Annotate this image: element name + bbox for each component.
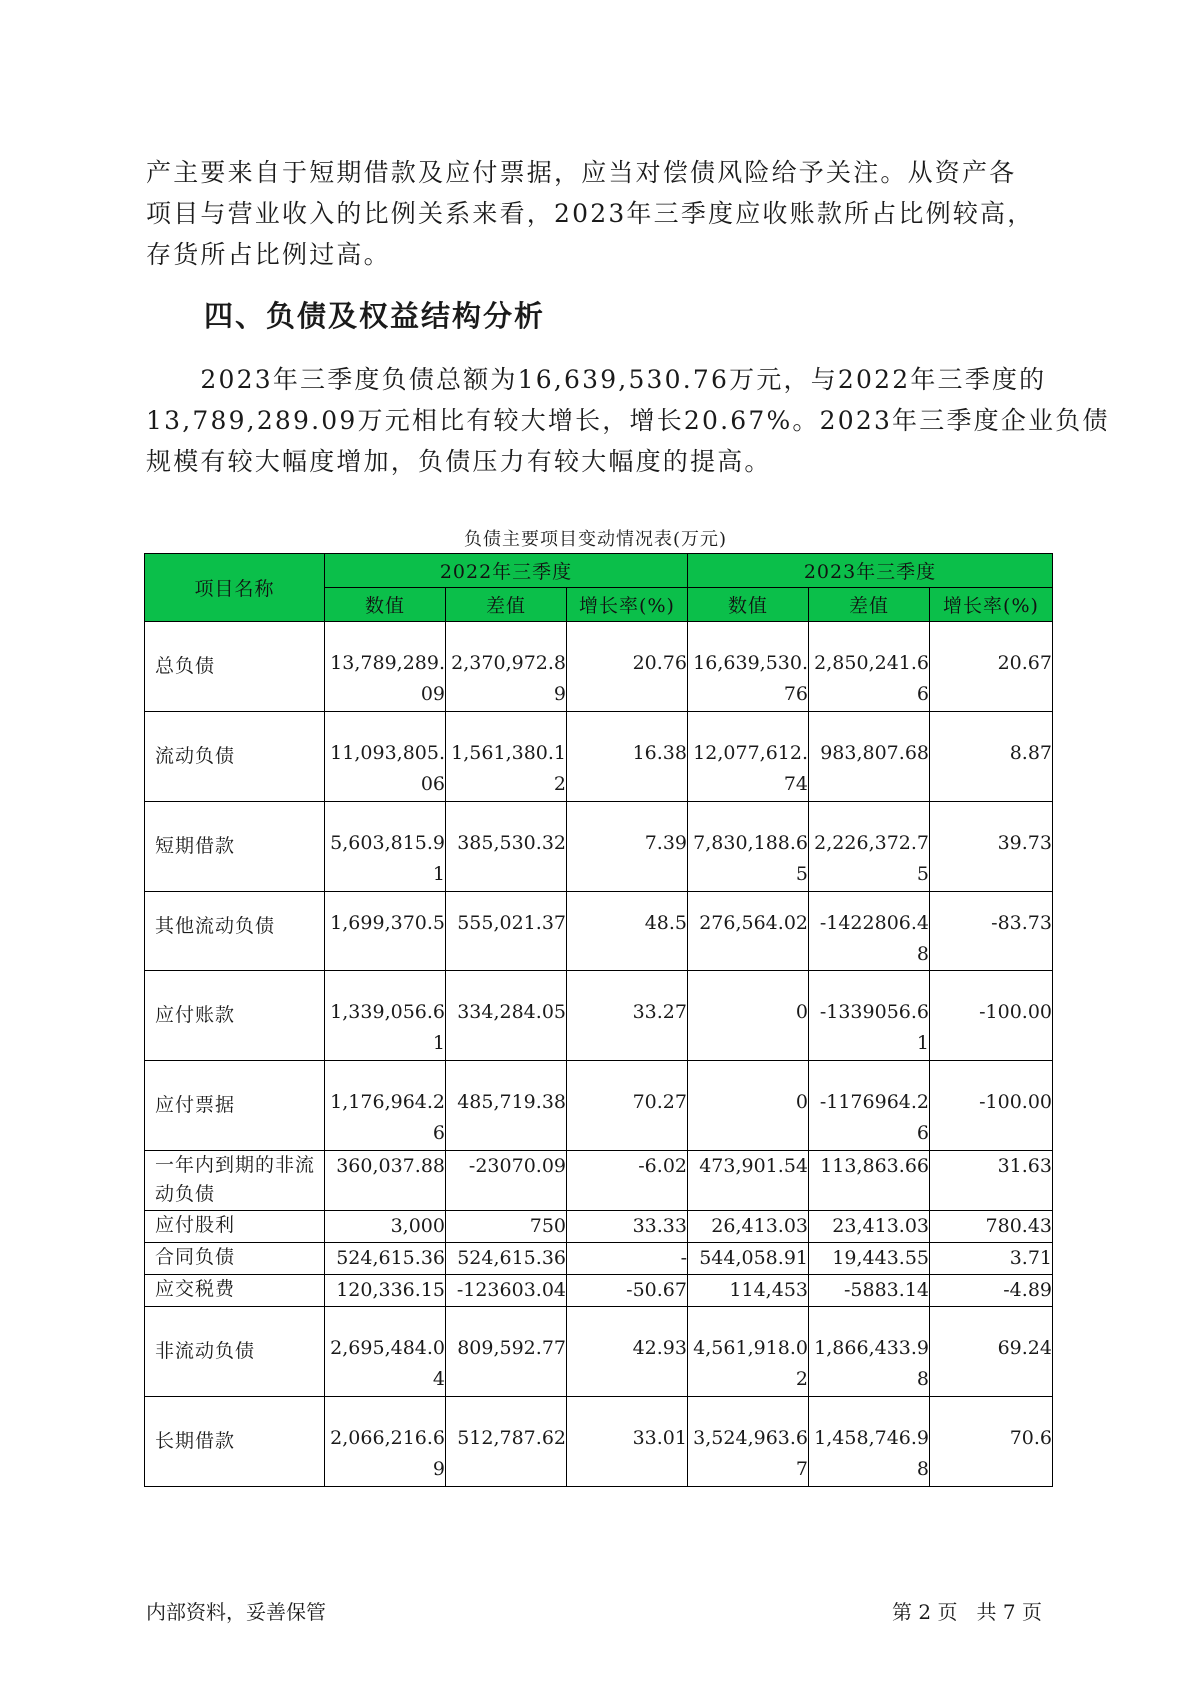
table-cell: 7.39	[567, 802, 688, 892]
table-cell: 16,639,530.76	[688, 622, 809, 712]
table-cell: 3.71	[930, 1243, 1053, 1275]
table-row	[145, 622, 1053, 712]
table-cell: -23070.09	[446, 1151, 567, 1211]
header-diff: 差值	[446, 588, 567, 622]
header-growth: 增长率(%)	[930, 588, 1053, 622]
table-cell: -100.00	[930, 1061, 1053, 1151]
table-cell: 48.5	[567, 892, 688, 971]
table-row	[145, 802, 1053, 892]
text-line: 产主要来自于短期借款及应付票据，应当对偿债风险给予关注。从资产各	[146, 158, 1017, 187]
table-cell: 1,458,746.98	[809, 1397, 930, 1487]
table-cell: 7,830,188.65	[688, 802, 809, 892]
page-number: 第 2 页 共 7 页	[892, 1600, 1042, 1624]
table-cell: 2,370,972.89	[446, 622, 567, 712]
table-cell: 26,413.03	[688, 1211, 809, 1243]
table-body	[145, 622, 1053, 1487]
table-cell: 473,901.54	[688, 1151, 809, 1211]
table-cell: 8.87	[930, 712, 1053, 802]
table-cell: 1,866,433.98	[809, 1307, 930, 1397]
table-row	[145, 712, 1053, 802]
header-value: 数值	[325, 588, 446, 622]
table-header	[145, 554, 1053, 622]
header-growth: 增长率(%)	[567, 588, 688, 622]
footer-notice: 内部资料，妥善保管	[146, 1600, 326, 1624]
table-cell: 780.43	[930, 1211, 1053, 1243]
row-label: 短期借款	[145, 802, 325, 892]
table-cell: 1,699,370.5	[325, 892, 446, 971]
table-cell: -1422806.48	[809, 892, 930, 971]
table-cell: -123603.04	[446, 1275, 567, 1307]
table-cell: 983,807.68	[809, 712, 930, 802]
table-cell: 23,413.03	[809, 1211, 930, 1243]
table-cell: 555,021.37	[446, 892, 567, 971]
row-label: 长期借款	[145, 1397, 325, 1487]
table-cell: -1339056.61	[809, 971, 930, 1061]
header-diff: 差值	[809, 588, 930, 622]
text-line: 2023年三季度负债总额为16,639,530.76万元，与2022年三季度的	[146, 365, 1047, 394]
header-period-2022: 2022年三季度	[325, 554, 688, 588]
header-item-name: 项目名称	[145, 554, 325, 622]
table-cell: -50.67	[567, 1275, 688, 1307]
table-cell: 11,093,805.06	[325, 712, 446, 802]
table-cell: 485,719.38	[446, 1061, 567, 1151]
table-cell: 276,564.02	[688, 892, 809, 971]
table-caption: 负债主要项目变动情况表(万元)	[463, 529, 728, 550]
table-row	[145, 1061, 1053, 1151]
table-cell: 42.93	[567, 1307, 688, 1397]
intro-paragraph	[146, 152, 1051, 275]
row-label: 应交税费	[145, 1275, 325, 1307]
table-cell: 385,530.32	[446, 802, 567, 892]
table-cell: -5883.14	[809, 1275, 930, 1307]
table-cell: 70.6	[930, 1397, 1053, 1487]
row-label: 非流动负债	[145, 1307, 325, 1397]
table-cell: 33.33	[567, 1211, 688, 1243]
row-label: 其他流动负债	[145, 892, 325, 971]
table-row	[145, 1275, 1053, 1307]
table-cell: 524,615.36	[446, 1243, 567, 1275]
table-cell: -1176964.26	[809, 1061, 930, 1151]
table-row	[145, 1211, 1053, 1243]
table-cell: 1,176,964.26	[325, 1061, 446, 1151]
table-row	[145, 971, 1053, 1061]
table-cell: 39.73	[930, 802, 1053, 892]
text-line: 13,789,289.09万元相比有较大增长，增长20.67%。2023年三季度企业负债	[146, 406, 1110, 435]
table-cell: 19,443.55	[809, 1243, 930, 1275]
row-label: 流动负债	[145, 712, 325, 802]
table-cell: 750	[446, 1211, 567, 1243]
table-row	[145, 1397, 1053, 1487]
table-cell: 31.63	[930, 1151, 1053, 1211]
table-cell: -6.02	[567, 1151, 688, 1211]
table-cell: -100.00	[930, 971, 1053, 1061]
table-cell: 33.27	[567, 971, 688, 1061]
table-cell: 16.38	[567, 712, 688, 802]
table-cell: 5,603,815.91	[325, 802, 446, 892]
row-label: 一年内到期的非流动负债	[145, 1151, 325, 1211]
table-cell: -83.73	[930, 892, 1053, 971]
table-cell: 13,789,289.09	[325, 622, 446, 712]
row-label: 总负债	[145, 622, 325, 712]
table-cell: 1,561,380.12	[446, 712, 567, 802]
table-cell: 2,066,216.69	[325, 1397, 446, 1487]
section-heading: 四、负债及权益结构分析	[204, 299, 546, 333]
table-cell: 512,787.62	[446, 1397, 567, 1487]
table-cell: 3,524,963.67	[688, 1397, 809, 1487]
table-cell: 70.27	[567, 1061, 688, 1151]
table-cell: 544,058.91	[688, 1243, 809, 1275]
table-cell: 2,850,241.66	[809, 622, 930, 712]
table-cell: 809,592.77	[446, 1307, 567, 1397]
row-label: 应付股利	[145, 1211, 325, 1243]
body-paragraph	[146, 359, 1110, 482]
table-cell: 20.67	[930, 622, 1053, 712]
header-period-2023: 2023年三季度	[688, 554, 1053, 588]
table-row	[145, 1307, 1053, 1397]
table-cell: 3,000	[325, 1211, 446, 1243]
text-line: 规模有较大幅度增加，负债压力有较大幅度的提高。	[146, 447, 772, 476]
table-cell: 4,561,918.02	[688, 1307, 809, 1397]
table-cell: 2,226,372.75	[809, 802, 930, 892]
table-cell: 0	[688, 971, 809, 1061]
text-line: 项目与营业收入的比例关系来看，2023年三季度应收账款所占比例较高，	[146, 199, 1035, 228]
table-cell: 120,336.15	[325, 1275, 446, 1307]
row-label: 应付票据	[145, 1061, 325, 1151]
table-cell: 12,077,612.74	[688, 712, 809, 802]
table-row	[145, 1243, 1053, 1275]
row-label: 合同负债	[145, 1243, 325, 1275]
table-cell: -	[567, 1243, 688, 1275]
header-value: 数值	[688, 588, 809, 622]
table-cell: 360,037.88	[325, 1151, 446, 1211]
table-cell: 0	[688, 1061, 809, 1151]
table-cell: 69.24	[930, 1307, 1053, 1397]
table-cell: 2,695,484.04	[325, 1307, 446, 1397]
table-row	[145, 1151, 1053, 1211]
table-cell: 1,339,056.61	[325, 971, 446, 1061]
table-cell: -4.89	[930, 1275, 1053, 1307]
table-row	[145, 892, 1053, 971]
row-label: 应付账款	[145, 971, 325, 1061]
table-cell: 524,615.36	[325, 1243, 446, 1275]
table-cell: 33.01	[567, 1397, 688, 1487]
text-line: 存货所占比例过高。	[146, 240, 391, 269]
table-cell: 334,284.05	[446, 971, 567, 1061]
liability-table	[144, 553, 1053, 1487]
table-cell: 20.76	[567, 622, 688, 712]
table-cell: 114,453	[688, 1275, 809, 1307]
table-cell: 113,863.66	[809, 1151, 930, 1211]
